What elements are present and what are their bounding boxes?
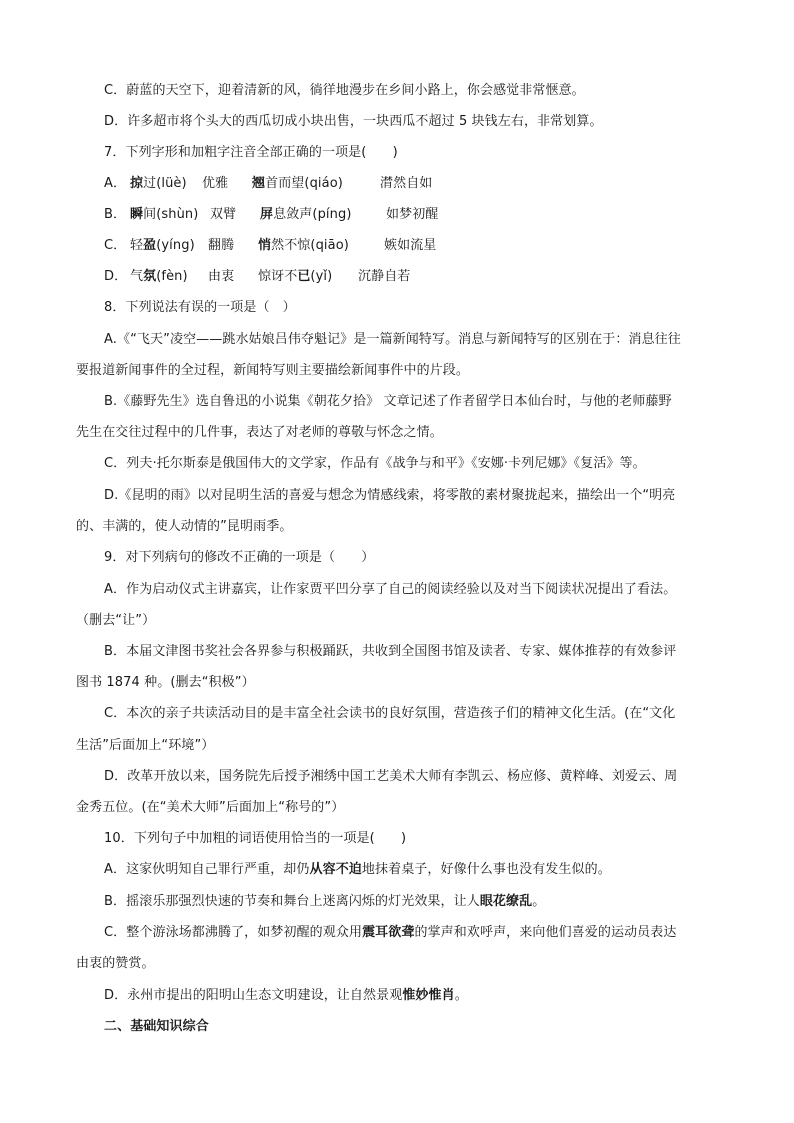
option-text: 。 — [532, 894, 546, 909]
q7-option-b — [104, 205, 438, 225]
option-letter: D． — [104, 269, 128, 284]
word-pinyin: 然不惊(qiāo) — [271, 238, 349, 253]
q8-option-a-line2: 要报道新闻事件的全过程，新闻特写则主要描绘新闻事件中的片段。 — [76, 363, 470, 378]
word-char: 轻 — [130, 238, 144, 253]
q10-option-b — [104, 892, 545, 912]
bold-char: 悄 — [258, 238, 272, 253]
option-text: A．这家伙明知自己罪行严重，却仍 — [104, 862, 310, 877]
q9-option-d-line1: D．改革开放以来，国务院先后授予湘绣中国工艺美术大师有李凯云、杨应修、黄粹峰、刘爱云、周 — [104, 769, 678, 784]
word: 优雅 — [202, 176, 229, 191]
word: 翻腾 — [208, 238, 235, 253]
q8-option-d-line2: 的、丰满的，使人动情的”昆明雨季。 — [76, 519, 293, 534]
q8-option-d-line1: D.《昆明的雨》以对昆明生活的喜爱与想念为情感线索，将零散的素材聚拢起来，描绘出一个“明亮 — [104, 488, 676, 503]
q9-option-d-line2: 金秀五位。(在“美术大师”后面加上“称号的”） — [76, 800, 345, 815]
option-letter: B． — [104, 207, 127, 222]
bold-char: 翘 — [252, 176, 266, 191]
word-pinyin: 间(shùn) — [143, 207, 199, 222]
q9-option-c-line2: 生活”后面加上“环境”） — [76, 738, 215, 753]
q10-option-c-line1 — [104, 923, 677, 943]
bold-phrase: 眼花缭乱 — [479, 894, 533, 909]
q7-option-c — [104, 236, 436, 256]
q10-stem: 10．下列句子中加粗的词语使用恰当的一项是( ) — [104, 831, 407, 846]
bold-char: 瞬 — [130, 207, 144, 222]
bold-phrase: 惟妙惟肖 — [402, 988, 455, 1003]
q7-stem: 7．下列字形和加粗字注音全部正确的一项是( ) — [104, 145, 398, 160]
word: 沉静自若 — [358, 269, 411, 284]
q6-option-d: D．许多超市将个头大的西瓜切成小块出售，一块西瓜不超过 5 块钱左右，非常划算。 — [104, 114, 603, 129]
word-pinyin: (yǐ) — [310, 269, 333, 284]
q8-option-c: C．列夫·托尔斯泰是俄国伟大的文学家，作品有《战争与和平》《安娜·卡列尼娜》《复活》等。 — [104, 456, 646, 471]
option-text: C．整个游泳场都沸腾了，如梦初醒的观众用 — [104, 925, 363, 940]
q9-option-c-line1: C．本次的亲子共读活动目的是丰富全社会读书的良好氛围，营造孩子们的精神文化生活。(在“文化 — [104, 706, 676, 721]
q10-option-c-line2: 由衷的赞赏。 — [76, 956, 155, 971]
q9-option-b-line2: 图书 1874 种。(删去“积极”） — [76, 675, 255, 690]
word: 潸然自如 — [380, 176, 433, 191]
q10-option-a — [104, 860, 611, 880]
q8-option-a-line1: A.《“飞天”凌空——跳水姑娘吕伟夺魁记》是一篇新闻特写。消息与新闻特写的区别在于：消息往往 — [104, 332, 681, 347]
option-text: B．摇滚乐那强烈快速的节奏和舞台上迷离闪烁的灯光效果，让人 — [104, 894, 480, 909]
q9-option-a-line2: （删去“让”） — [76, 613, 156, 628]
option-text: 的掌声和欢呼声，来向他们喜爱的运动员表达 — [414, 925, 677, 940]
word: 双臂 — [210, 207, 237, 222]
bold-phrase: 震耳欲聋 — [362, 925, 415, 940]
option-text: 。 — [454, 988, 468, 1003]
q10-option-d — [104, 986, 468, 1006]
bold-char: 盈 — [143, 238, 157, 253]
q6-option-c: C．蔚蓝的天空下，迎着清新的风，徜徉地漫步在乡间小路上，你会感觉非常惬意。 — [104, 83, 585, 98]
option-letter: A． — [104, 176, 127, 191]
q8-option-b-line1: B.《藤野先生》选自鲁迅的小说集《朝花夕拾》 文章记述了作者留学日本仙台时，与他的老师藤野 — [104, 394, 672, 409]
word: 嫉如流星 — [384, 238, 437, 253]
option-text: 地抹着桌子，好像什么事也没有发生似的。 — [361, 862, 611, 877]
q7-option-d — [104, 267, 410, 287]
bold-char: 掠 — [130, 176, 144, 191]
section-heading: 二、基础知识综合 — [104, 1019, 209, 1034]
option-letter: C． — [104, 238, 127, 253]
word-char: 气 — [130, 269, 144, 284]
bold-phrase: 从容不迫 — [309, 862, 362, 877]
word: 如梦初醒 — [386, 207, 439, 222]
q9-stem: 9．对下列病句的修改不正确的一项是（ ） — [104, 550, 375, 565]
q8-option-b-line2: 先生在交往过程中的几件事，表达了对老师的尊敬与怀念之情。 — [76, 425, 443, 440]
q7-option-a — [104, 174, 432, 194]
word-pinyin: (fèn) — [156, 269, 188, 284]
word-pinyin: (yíng) — [156, 238, 195, 253]
bold-char: 已 — [297, 269, 311, 284]
q9-option-a-line1: A．作为启动仪式主讲嘉宾，让作家贾平凹分享了自己的阅读经验以及对当下阅读状况提出了看法。 — [104, 582, 677, 597]
bold-char: 氛 — [143, 269, 157, 284]
q8-stem: 8．下列说法有误的一项是（ ） — [104, 300, 296, 315]
word-char: 惊讶不 — [258, 269, 298, 284]
bold-char: 屏 — [260, 207, 274, 222]
word-pinyin: 息敛声(píng) — [273, 207, 352, 222]
option-text: D．永州市提出的阳明山生态文明建设，让自然景观 — [104, 988, 403, 1003]
word-pinyin: 首而望(qiáo) — [265, 176, 343, 191]
word: 由衷 — [208, 269, 235, 284]
word-pinyin: 过(lüè) — [143, 176, 187, 191]
q9-option-b-line1: B．本届文津图书奖社会各界参与积极踊跃，共收到全国图书馆及读者、专家、媒体推荐的有效参评 — [104, 644, 677, 659]
